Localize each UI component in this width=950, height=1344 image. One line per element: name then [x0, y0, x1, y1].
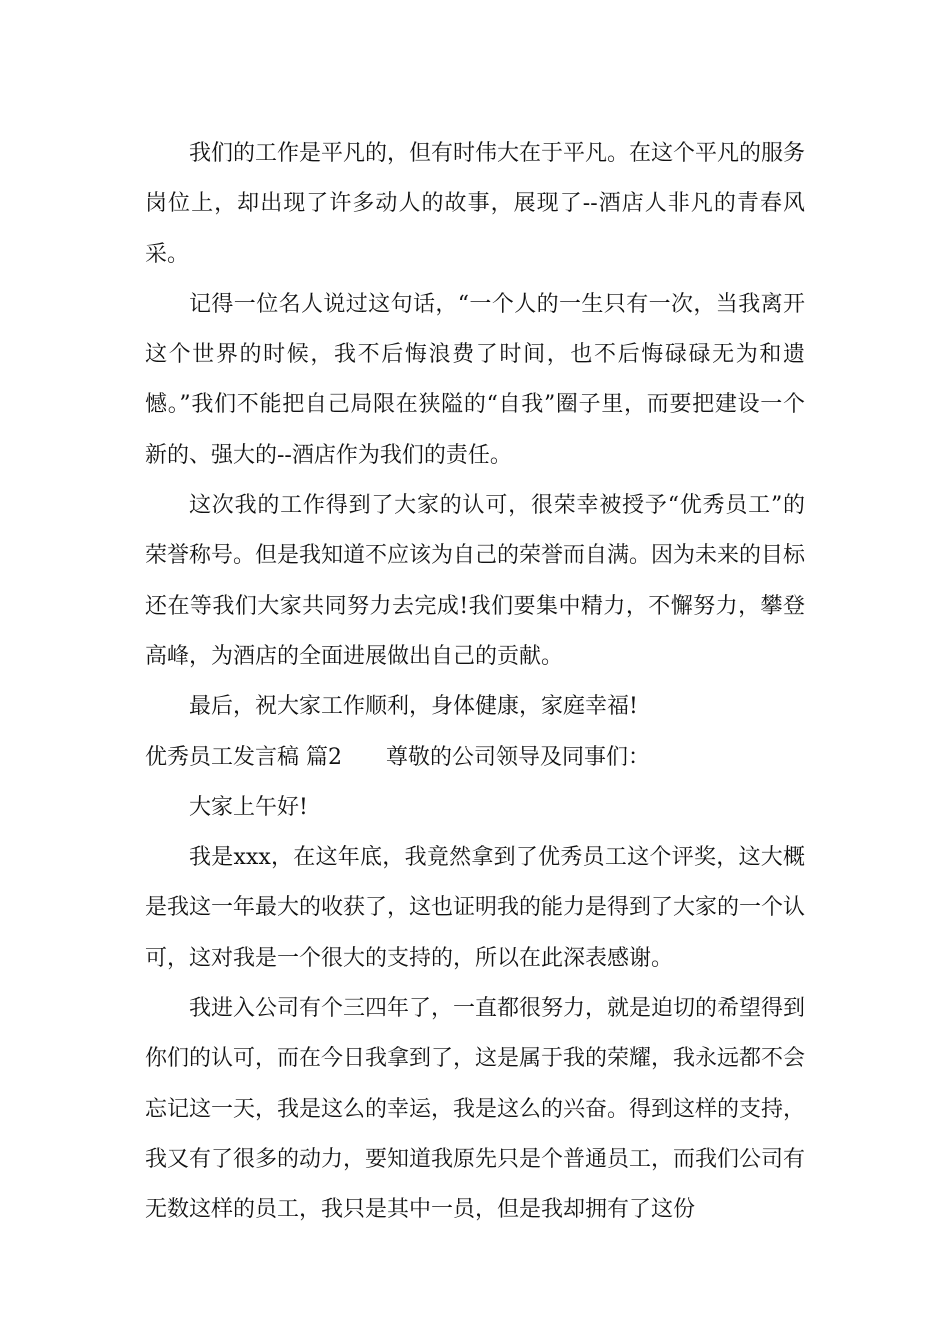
section-heading [145, 733, 805, 783]
paragraph-7: 我进入公司有个三四年了，一直都很努力，就是迫切的希望得到你们的认可，而在今日我拿到了，这是属于我的荣耀，我永远都不会忘记这一天，我是这么的幸运，我是这么的兴奋。得到这样的支持，我又有了很多的动力，要知道我原先只是个普通员工，而我们公司有无数这样的员工，我只是其中一员，但是我却拥有了这份 [145, 996, 806, 1223]
paragraph-4: 最后，祝大家工作顺利，身体健康，家庭幸福! [189, 694, 638, 720]
section-title: 优秀员工发言稿 篇2 [145, 744, 342, 770]
document-body [145, 129, 805, 1236]
paragraph-2: 记得一位名人说过这句话，“一个人的一生只有一次，当我离开这个世界的时候，我不后悔浪费了时间，也不后悔碌碌无为和遗憾。”我们不能把自己局限在狭隘的“自我”圈子里，而要把建设一个新的、强大的--酒店作为我们的责任。 [145, 291, 805, 468]
paragraph-1: 我们的工作是平凡的，但有时伟大在于平凡。在这个平凡的服务岗位上，却出现了许多动人的故事，展现了--酒店人非凡的青春风采。 [145, 141, 806, 267]
paragraph-3: 这次我的工作得到了大家的认可，很荣幸被授予“优秀员工”的荣誉称号。但是我知道不应该为自己的荣誉而自满。因为未来的目标还在等我们大家共同努力去完成!我们要集中精力，不懈努力，攀登高峰，为酒店的全面进展做出自己的贡献。 [145, 493, 806, 669]
paragraph-5: 大家上午好! [189, 794, 308, 820]
paragraph-6: 我是xxx，在这年底，我竟然拿到了优秀员工这个评奖，这大概是我这一年最大的收获了，这也证明我的能力是得到了大家的一个认可，这对我是一个很大的支持的，所以在此深表感谢。 [145, 845, 806, 971]
salutation: 尊敬的公司领导及同事们： [386, 744, 651, 770]
